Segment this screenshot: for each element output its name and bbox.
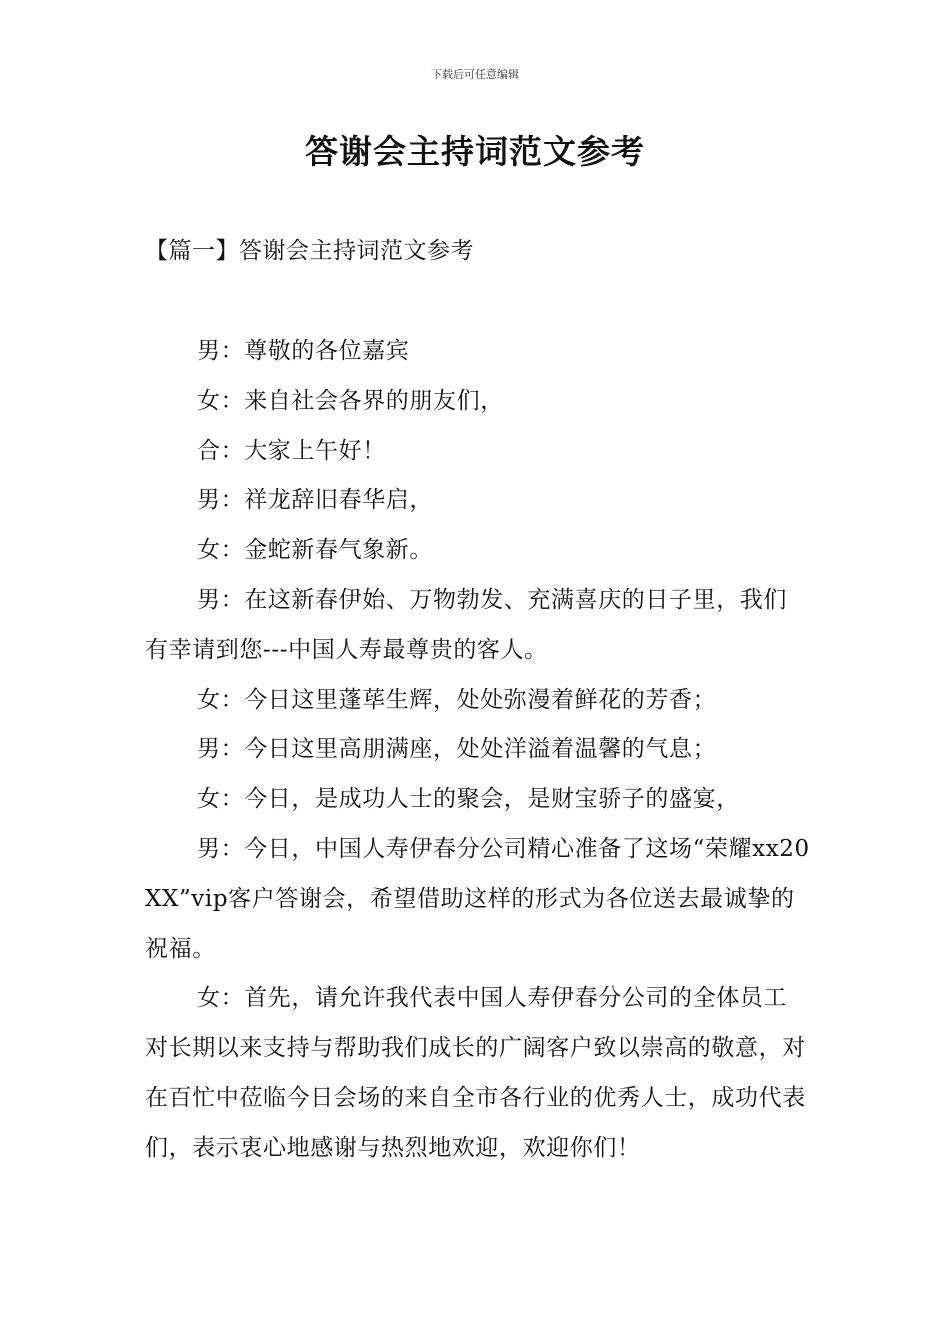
section-heading: 【篇一】答谢会主持词范文参考 — [145, 238, 474, 264]
paragraph: 女：金蛇新春气象新。 — [197, 537, 433, 564]
paragraph: 男：今日，中国人寿伊春分公司精心准备了这场“荣耀xx20XX”vip客户答谢会，希望借助这样的形式为各位送去最诚挚的祝福。 — [145, 835, 810, 962]
document-title: 答谢会主持词范文参考 — [305, 132, 645, 171]
header-note: 下载后可任意编辑 — [431, 68, 519, 81]
paragraph: 女：今日，是成功人士的聚会，是财宝骄子的盛宴， — [197, 786, 740, 813]
paragraph: 男：祥龙辞旧春华启， — [197, 487, 433, 514]
body-text — [145, 327, 810, 1174]
paragraph: 男：尊敬的各位嘉宾 — [197, 338, 410, 364]
paragraph: 女：来自社会各界的朋友们， — [197, 387, 504, 414]
paragraph: 女：首先，请允许我代表中国人寿伊春分公司的全体员工对长期以来支持与帮助我们成长的广阔客户致以崇高的敬意，对在百忙中莅临今日会场的来自全市各行业的优秀人士，成功代表们，表示衷心地感谢与热烈地欢迎，欢迎你们！ — [145, 985, 806, 1161]
paragraph: 女：今日这里蓬荜生辉，处处弥漫着鲜花的芳香； — [197, 686, 717, 713]
paragraph: 男：今日这里高朋满座，处处洋溢着温馨的气息； — [197, 736, 717, 763]
paragraph: 合：大家上午好！ — [197, 437, 386, 464]
paragraph: 男：在这新春伊始、万物勃发、充满喜庆的日子里，我们有幸请到您---中国人寿最尊贵的客人。 — [145, 586, 787, 663]
